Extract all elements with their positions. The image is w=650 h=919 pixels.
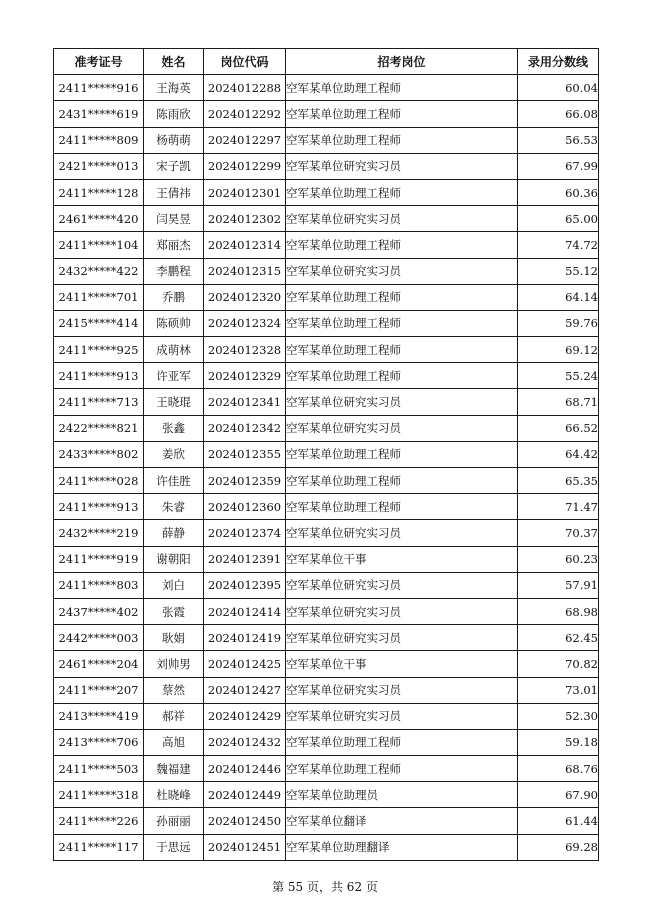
position-code-cell: 2024012341 <box>204 389 286 415</box>
table-row <box>54 153 599 179</box>
name-cell: 姜欣 <box>144 441 204 467</box>
table-row <box>54 834 599 860</box>
position-code-cell: 2024012429 <box>204 703 286 729</box>
exam-id-cell: 2432*****422 <box>54 258 144 284</box>
header-name: 姓名 <box>144 49 204 75</box>
score-cell: 64.14 <box>518 284 599 310</box>
position-code-cell: 2024012314 <box>204 232 286 258</box>
header-exam-id: 准考证号 <box>54 49 144 75</box>
table-row <box>54 258 599 284</box>
page-number: 第 55 页，共 62 页 <box>272 880 378 894</box>
position-code-cell: 2024012342 <box>204 415 286 441</box>
position-code-cell: 2024012449 <box>204 782 286 808</box>
position-cell: 空军某单位助理工程师 <box>286 179 518 205</box>
position-cell: 空军某单位助理工程师 <box>286 127 518 153</box>
name-cell: 谢朝阳 <box>144 546 204 572</box>
score-cell: 52.30 <box>518 703 599 729</box>
score-cell: 55.24 <box>518 363 599 389</box>
table-row <box>54 101 599 127</box>
score-cell: 56.53 <box>518 127 599 153</box>
table-row <box>54 651 599 677</box>
score-cell: 60.04 <box>518 75 599 101</box>
name-cell: 许亚军 <box>144 363 204 389</box>
exam-id-cell: 2411*****925 <box>54 337 144 363</box>
score-cell: 74.72 <box>518 232 599 258</box>
score-cell: 67.90 <box>518 782 599 808</box>
position-code-cell: 2024012414 <box>204 598 286 624</box>
position-cell: 空军某单位助理工程师 <box>286 75 518 101</box>
position-code-cell: 2024012315 <box>204 258 286 284</box>
position-cell: 空军某单位助理工程师 <box>286 756 518 782</box>
position-code-cell: 2024012301 <box>204 179 286 205</box>
table-row <box>54 415 599 441</box>
name-cell: 王晓琨 <box>144 389 204 415</box>
name-cell: 于思远 <box>144 834 204 860</box>
exam-id-cell: 2433*****802 <box>54 441 144 467</box>
name-cell: 陈硕帅 <box>144 310 204 336</box>
table-row <box>54 127 599 153</box>
position-code-cell: 2024012425 <box>204 651 286 677</box>
position-code-cell: 2024012288 <box>204 75 286 101</box>
table-row <box>54 598 599 624</box>
position-cell: 空军某单位研究实习员 <box>286 520 518 546</box>
exam-id-cell: 2411*****117 <box>54 834 144 860</box>
exam-id-cell: 2461*****204 <box>54 651 144 677</box>
position-cell: 空军某单位研究实习员 <box>286 625 518 651</box>
position-code-cell: 2024012360 <box>204 494 286 520</box>
name-cell: 闫昊昱 <box>144 206 204 232</box>
position-code-cell: 2024012299 <box>204 153 286 179</box>
position-cell: 空军某单位研究实习员 <box>286 677 518 703</box>
name-cell: 陈雨欣 <box>144 101 204 127</box>
header-position-code: 岗位代码 <box>204 49 286 75</box>
position-code-cell: 2024012451 <box>204 834 286 860</box>
table-row <box>54 703 599 729</box>
exam-id-cell: 2411*****913 <box>54 494 144 520</box>
table-row <box>54 546 599 572</box>
table-row <box>54 625 599 651</box>
table-row <box>54 337 599 363</box>
position-code-cell: 2024012324 <box>204 310 286 336</box>
table-row <box>54 520 599 546</box>
table-row <box>54 572 599 598</box>
position-cell: 空军某单位研究实习员 <box>286 206 518 232</box>
score-cell: 64.42 <box>518 441 599 467</box>
position-code-cell: 2024012446 <box>204 756 286 782</box>
position-cell: 空军某单位研究实习员 <box>286 415 518 441</box>
score-cell: 69.28 <box>518 834 599 860</box>
exam-id-cell: 2461*****420 <box>54 206 144 232</box>
name-cell: 刘帅男 <box>144 651 204 677</box>
position-cell: 空军某单位研究实习员 <box>286 389 518 415</box>
exam-id-cell: 2432*****219 <box>54 520 144 546</box>
score-cell: 59.18 <box>518 729 599 755</box>
position-code-cell: 2024012328 <box>204 337 286 363</box>
table-row <box>54 756 599 782</box>
exam-id-cell: 2411*****913 <box>54 363 144 389</box>
name-cell: 李鹏程 <box>144 258 204 284</box>
position-code-cell: 2024012450 <box>204 808 286 834</box>
score-cell: 59.76 <box>518 310 599 336</box>
score-cell: 55.12 <box>518 258 599 284</box>
table-row <box>54 284 599 310</box>
position-code-cell: 2024012355 <box>204 441 286 467</box>
name-cell: 王海英 <box>144 75 204 101</box>
table-row <box>54 389 599 415</box>
position-cell: 空军某单位助理工程师 <box>286 310 518 336</box>
score-cell: 60.23 <box>518 546 599 572</box>
position-cell: 空军某单位助理工程师 <box>286 494 518 520</box>
name-cell: 宋子凯 <box>144 153 204 179</box>
table-row <box>54 441 599 467</box>
table-row <box>54 494 599 520</box>
exam-id-cell: 2411*****503 <box>54 756 144 782</box>
position-code-cell: 2024012391 <box>204 546 286 572</box>
score-cell: 65.00 <box>518 206 599 232</box>
name-cell: 张鑫 <box>144 415 204 441</box>
position-cell: 空军某单位助理工程师 <box>286 729 518 755</box>
exam-id-cell: 2411*****104 <box>54 232 144 258</box>
exam-id-cell: 2415*****414 <box>54 310 144 336</box>
position-code-cell: 2024012302 <box>204 206 286 232</box>
score-cell: 70.37 <box>518 520 599 546</box>
position-cell: 空军某单位研究实习员 <box>286 572 518 598</box>
name-cell: 薛静 <box>144 520 204 546</box>
score-cell: 69.12 <box>518 337 599 363</box>
position-cell: 空军某单位干事 <box>286 546 518 572</box>
exam-id-cell: 2413*****706 <box>54 729 144 755</box>
position-code-cell: 2024012395 <box>204 572 286 598</box>
exam-id-cell: 2413*****419 <box>54 703 144 729</box>
name-cell: 耿娟 <box>144 625 204 651</box>
score-cell: 61.44 <box>518 808 599 834</box>
name-cell: 许佳胜 <box>144 468 204 494</box>
name-cell: 郑丽杰 <box>144 232 204 258</box>
table-row <box>54 729 599 755</box>
name-cell: 成萌林 <box>144 337 204 363</box>
position-code-cell: 2024012320 <box>204 284 286 310</box>
position-cell: 空军某单位助理工程师 <box>286 284 518 310</box>
score-cell: 60.36 <box>518 179 599 205</box>
position-cell: 空军某单位助理工程师 <box>286 101 518 127</box>
position-cell: 空军某单位助理工程师 <box>286 337 518 363</box>
position-cell: 空军某单位助理工程师 <box>286 363 518 389</box>
position-cell: 空军某单位研究实习员 <box>286 153 518 179</box>
score-cell: 66.08 <box>518 101 599 127</box>
exam-id-cell: 2431*****619 <box>54 101 144 127</box>
name-cell: 郝祥 <box>144 703 204 729</box>
exam-id-cell: 2411*****226 <box>54 808 144 834</box>
table-row <box>54 468 599 494</box>
name-cell: 杜晓峰 <box>144 782 204 808</box>
exam-id-cell: 2411*****809 <box>54 127 144 153</box>
name-cell: 蔡然 <box>144 677 204 703</box>
score-cell: 57.91 <box>518 572 599 598</box>
score-cell: 73.01 <box>518 677 599 703</box>
exam-id-cell: 2437*****402 <box>54 598 144 624</box>
position-cell: 空军某单位翻译 <box>286 808 518 834</box>
table-row <box>54 782 599 808</box>
exam-id-cell: 2442*****003 <box>54 625 144 651</box>
score-cell: 70.82 <box>518 651 599 677</box>
position-code-cell: 2024012374 <box>204 520 286 546</box>
table-row <box>54 206 599 232</box>
exam-id-cell: 2411*****028 <box>54 468 144 494</box>
name-cell: 张霞 <box>144 598 204 624</box>
position-cell: 空军某单位研究实习员 <box>286 258 518 284</box>
position-cell: 空军某单位助理工程师 <box>286 468 518 494</box>
name-cell: 王倩祎 <box>144 179 204 205</box>
position-cell: 空军某单位助理工程师 <box>286 441 518 467</box>
exam-id-cell: 2411*****916 <box>54 75 144 101</box>
exam-id-cell: 2411*****701 <box>54 284 144 310</box>
position-cell: 空军某单位研究实习员 <box>286 598 518 624</box>
table-row <box>54 808 599 834</box>
exam-id-cell: 2411*****128 <box>54 179 144 205</box>
name-cell: 高旭 <box>144 729 204 755</box>
table-row <box>54 363 599 389</box>
score-cell: 62.45 <box>518 625 599 651</box>
position-code-cell: 2024012359 <box>204 468 286 494</box>
score-cell: 68.98 <box>518 598 599 624</box>
score-cell: 68.71 <box>518 389 599 415</box>
table-row <box>54 677 599 703</box>
position-code-cell: 2024012432 <box>204 729 286 755</box>
name-cell: 杨萌萌 <box>144 127 204 153</box>
name-cell: 乔鹏 <box>144 284 204 310</box>
exam-id-cell: 2421*****013 <box>54 153 144 179</box>
position-cell: 空军某单位研究实习员 <box>286 703 518 729</box>
exam-id-cell: 2411*****318 <box>54 782 144 808</box>
position-cell: 空军某单位助理工程师 <box>286 232 518 258</box>
position-code-cell: 2024012419 <box>204 625 286 651</box>
position-code-cell: 2024012297 <box>204 127 286 153</box>
position-cell: 空军某单位干事 <box>286 651 518 677</box>
score-cell: 66.52 <box>518 415 599 441</box>
position-cell: 空军某单位助理翻译 <box>286 834 518 860</box>
table-header-row <box>54 49 599 75</box>
name-cell: 刘白 <box>144 572 204 598</box>
exam-id-cell: 2411*****207 <box>54 677 144 703</box>
name-cell: 孙丽丽 <box>144 808 204 834</box>
score-cell: 68.76 <box>518 756 599 782</box>
exam-id-cell: 2422*****821 <box>54 415 144 441</box>
position-code-cell: 2024012427 <box>204 677 286 703</box>
admission-score-table <box>53 48 599 861</box>
table-row <box>54 75 599 101</box>
table-row <box>54 232 599 258</box>
score-cell: 65.35 <box>518 468 599 494</box>
position-code-cell: 2024012329 <box>204 363 286 389</box>
header-score-line: 录用分数线 <box>518 49 599 75</box>
name-cell: 魏福建 <box>144 756 204 782</box>
position-cell: 空军某单位助理员 <box>286 782 518 808</box>
header-position: 招考岗位 <box>286 49 518 75</box>
table-row <box>54 179 599 205</box>
exam-id-cell: 2411*****713 <box>54 389 144 415</box>
exam-id-cell: 2411*****803 <box>54 572 144 598</box>
name-cell: 朱睿 <box>144 494 204 520</box>
position-code-cell: 2024012292 <box>204 101 286 127</box>
score-cell: 71.47 <box>518 494 599 520</box>
exam-id-cell: 2411*****919 <box>54 546 144 572</box>
table-row <box>54 310 599 336</box>
score-cell: 67.99 <box>518 153 599 179</box>
